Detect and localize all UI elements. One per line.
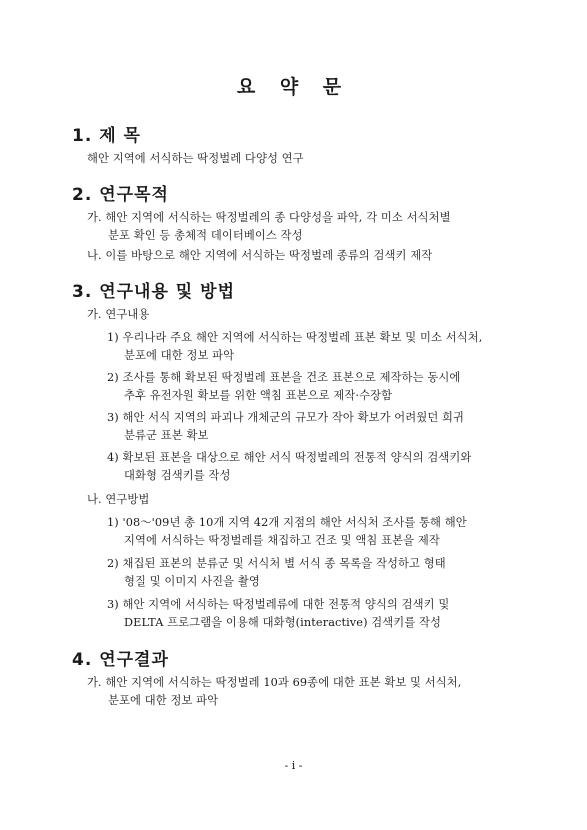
list-item-line: 형질 및 이미지 사진을 촬영 — [124, 575, 260, 588]
list-item-line: 4) 확보된 표본을 대상으로 해안 서식 딱정벌레의 전통적 양식의 검색키와 — [107, 451, 472, 464]
list-item-line: DELTA 프로그램을 이용해 대화형(interactive) 검색키를 작성 — [124, 616, 442, 629]
list-item-line: 나. 이를 바탕으로 해안 지역에 서식하는 딱정벌레 종류의 검색키 제작 — [87, 249, 433, 262]
list-item-line: 분포에 대한 정보 파악 — [108, 694, 219, 707]
page-title: 요 약 문 — [236, 76, 351, 98]
list-item-line: 가. 해안 지역에 서식하는 딱정벌레 10과 69종에 대한 표본 확보 및 서식처, — [87, 676, 462, 689]
list-item-line: 지역에 서식하는 딱정벌레를 채집하고 건조 및 액침 표본을 제작 — [124, 534, 440, 547]
section-heading-content-methods: 3. 연구내용 및 방법 — [72, 282, 235, 302]
list-item-line: 분류군 표본 확보 — [124, 429, 209, 442]
list-item-line: 분포에 대한 정보 파악 — [124, 349, 235, 362]
list-item-line: 2) 조사를 통해 확보된 딱정벌레 표본을 건조 표본으로 제작하는 동시에 — [107, 371, 461, 384]
list-item-line: 대화형 검색키를 작성 — [124, 469, 231, 482]
section-heading-purpose: 2. 연구목적 — [72, 185, 169, 205]
list-item-line: 가. 해안 지역에 서식하는 딱정벌레의 종 다양성을 파악, 각 미소 서식처별 — [87, 211, 451, 224]
list-item-line: 분포 확인 등 총체적 데이터베이스 작성 — [108, 229, 303, 242]
page-number: - i - — [284, 759, 303, 772]
subsection-heading: 나. 연구방법 — [87, 493, 150, 506]
section-heading-results: 4. 연구결과 — [72, 650, 169, 670]
section-heading-title: 1. 제 목 — [72, 126, 141, 146]
list-item-line: 2) 채집된 표본의 분류군 및 서식처 별 서식 종 목록을 작성하고 형태 — [107, 557, 446, 570]
list-item-line: 추후 유전자원 확보를 위한 액침 표본으로 제작·수장함 — [124, 389, 393, 402]
subsection-heading: 가. 연구내용 — [87, 308, 150, 321]
list-item-line: 3) 해안 지역에 서식하는 딱정벌레류에 대한 전통적 양식의 검색키 및 — [107, 598, 450, 611]
section-text: 해안 지역에 서식하는 딱정벌레 다양성 연구 — [87, 152, 304, 165]
list-item-line: 1) '08～'09년 총 10개 지역 42개 지점의 해안 서식처 조사를 통해 해안 — [107, 516, 467, 529]
list-item-line: 1) 우리나라 주요 해안 지역에 서식하는 딱정벌레 표본 확보 및 미소 서식처, — [107, 331, 483, 344]
list-item-line: 3) 해안 서식 지역의 파괴나 개체군의 규모가 작아 확보가 어려웠던 희귀 — [107, 411, 465, 424]
